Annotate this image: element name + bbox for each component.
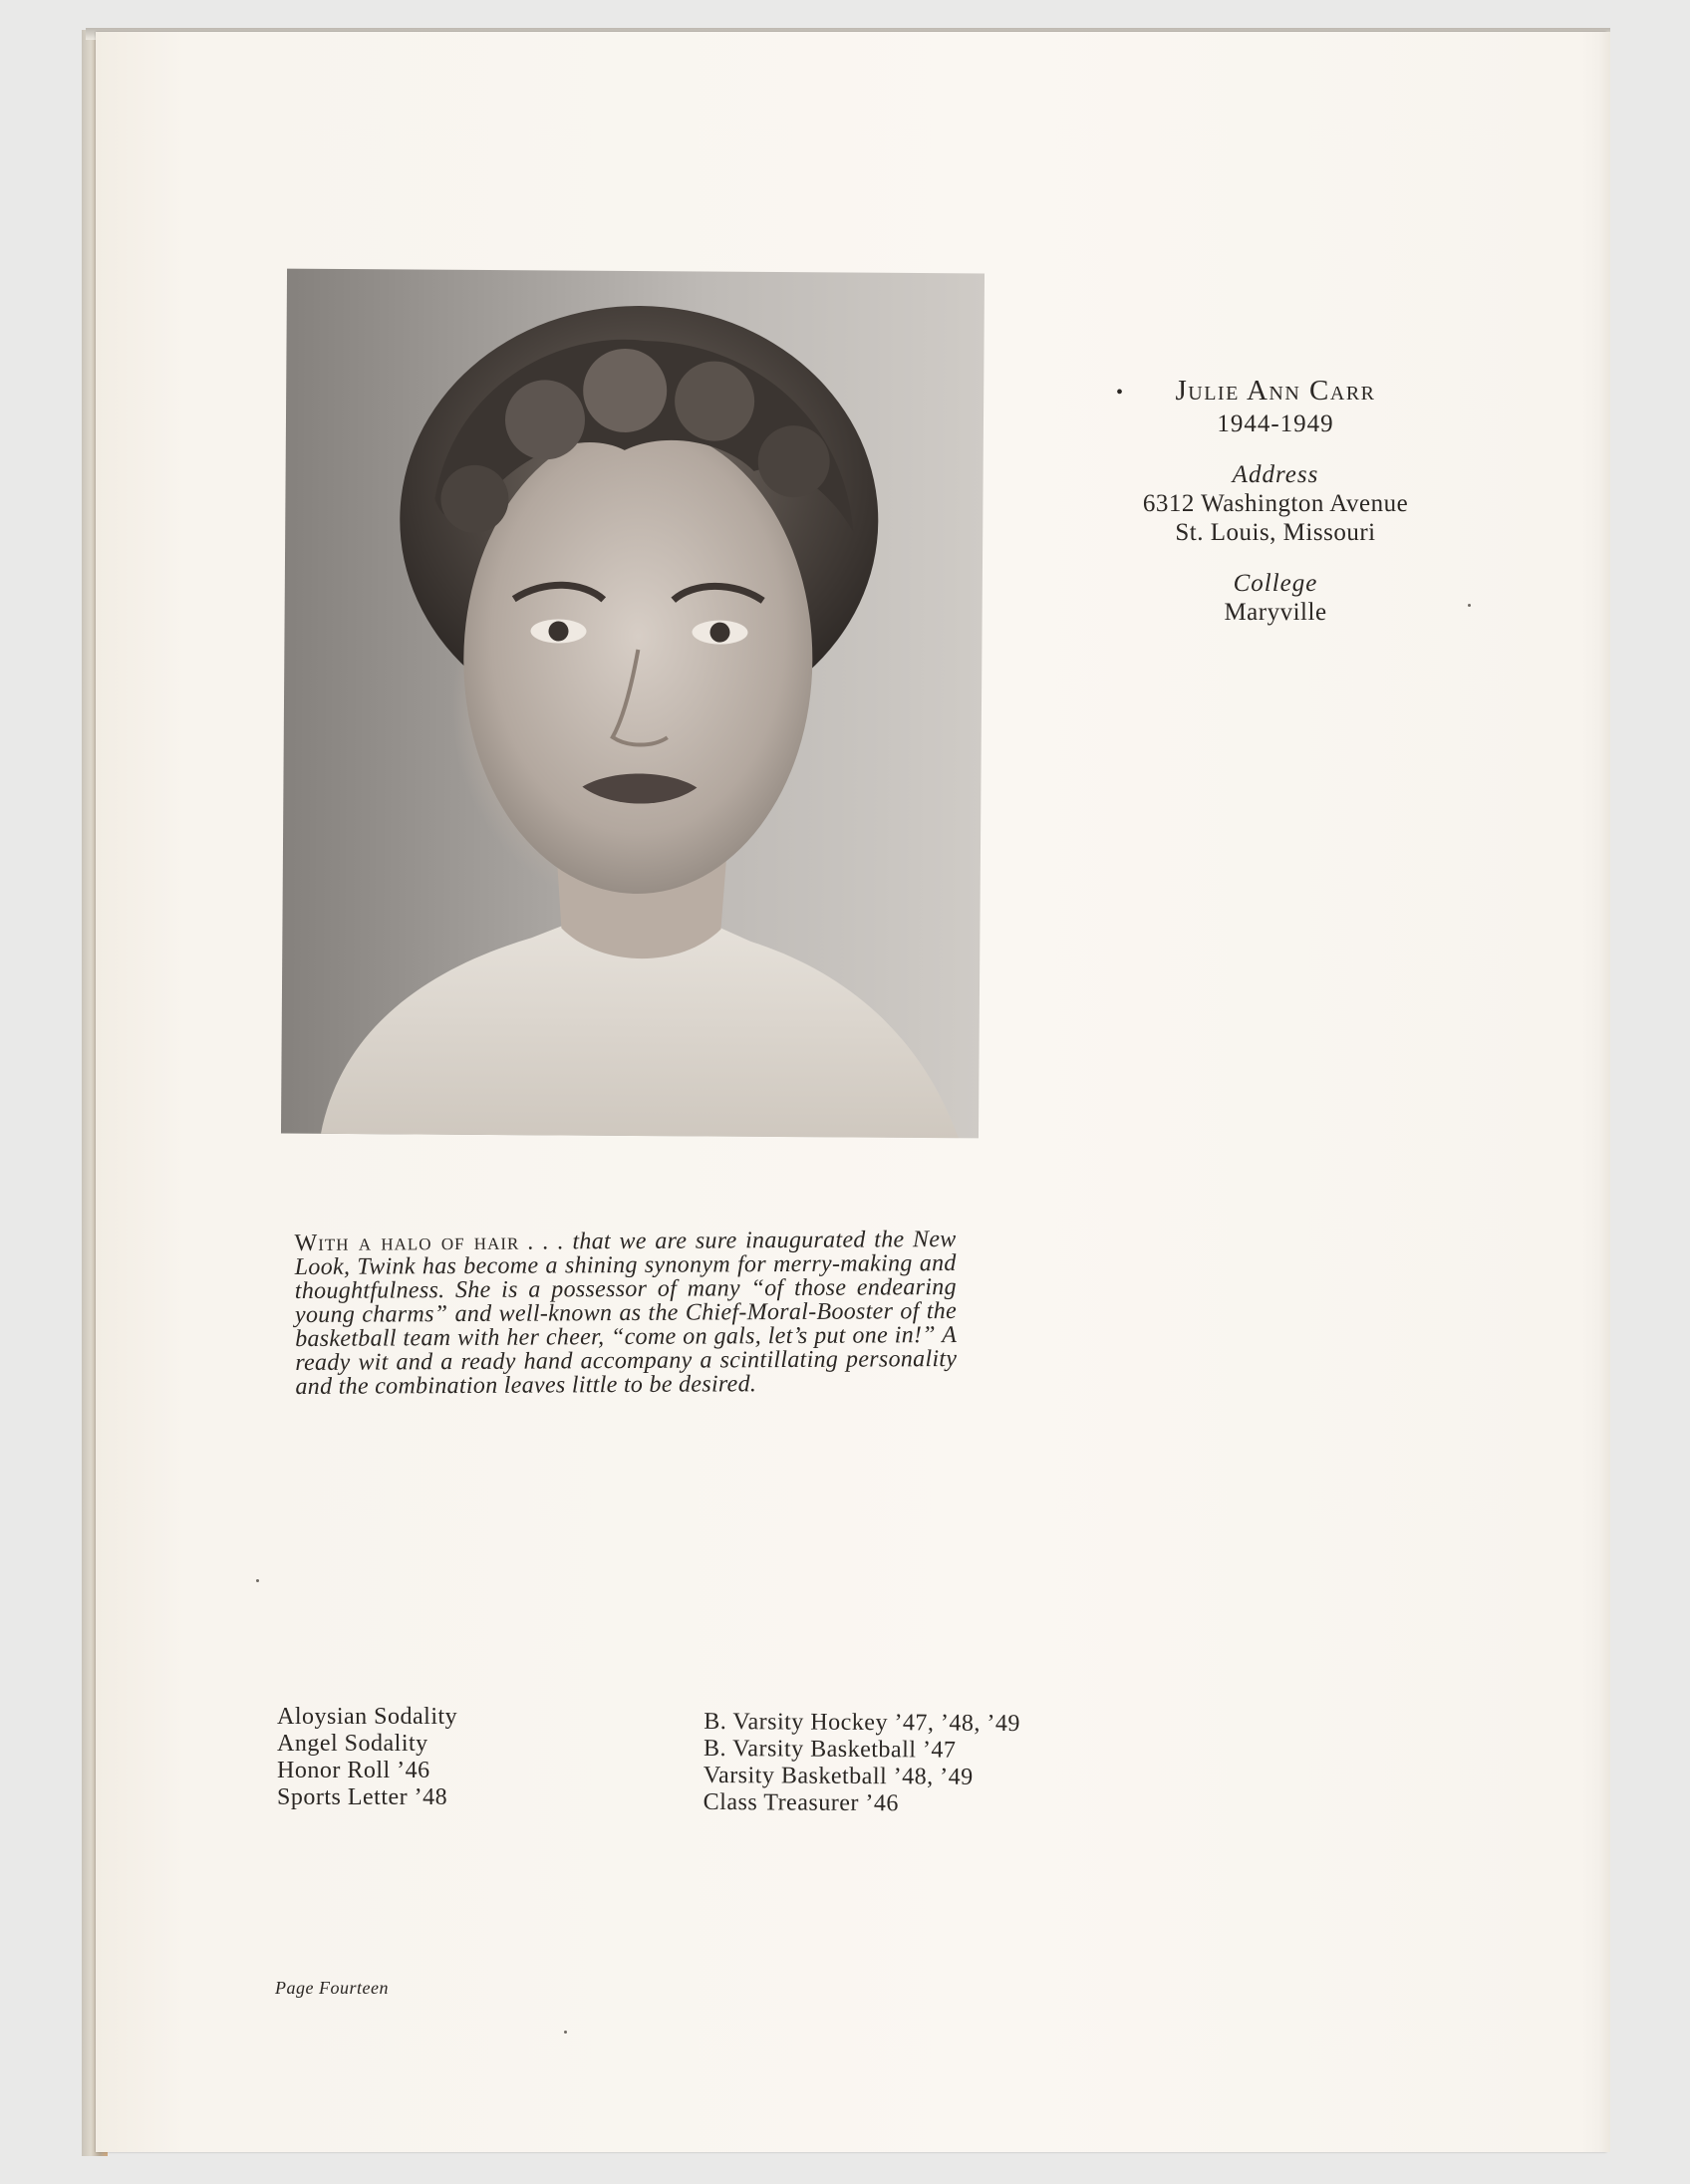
attendance-years: 1944-1949 bbox=[1217, 410, 1334, 437]
description-paragraph bbox=[294, 1228, 957, 1399]
paper-speck bbox=[1468, 604, 1471, 607]
address-line-1: 6312 Washington Avenue bbox=[1142, 490, 1409, 517]
activity-item: B. Varsity Basketball ’47 bbox=[704, 1735, 957, 1764]
student-name-text: Julie Ann Carr bbox=[1175, 375, 1376, 407]
address-line-2: St. Louis, Missouri bbox=[1175, 519, 1376, 546]
activity-item: Aloysian Sodality bbox=[277, 1704, 458, 1730]
portrait-photo bbox=[281, 269, 985, 1139]
description-lead: With a halo of hair bbox=[294, 1228, 520, 1257]
student-name bbox=[1086, 377, 1465, 406]
activities-right-list bbox=[704, 1709, 1020, 1818]
activity-item: B. Varsity Hockey ’47, ’48, ’49 bbox=[704, 1708, 1021, 1738]
activities-left-list bbox=[277, 1704, 457, 1811]
description-body: . . . that we are sure inaugurated the New Look, Twink has become a shining synonym for merry-making and thoughtfulness. She is a possessor of many “of those endearing young charms” and well-known as the Chief-Moral-Booster of the basketball team with her cheer, “come on gals, let’s put one in!” A ready wit and a ready hand accompany a scintillating personality and the combination leaves little to be desired. bbox=[294, 1226, 958, 1401]
paper-speck bbox=[256, 1579, 259, 1582]
activity-item: Class Treasurer ’46 bbox=[703, 1788, 899, 1817]
page-right-edge bbox=[1580, 32, 1610, 2152]
college-name: Maryville bbox=[1224, 599, 1327, 626]
activity-item: Angel Sodality bbox=[277, 1731, 428, 1757]
activity-item: Sports Letter ’48 bbox=[277, 1784, 448, 1810]
college-label: College bbox=[1233, 570, 1318, 597]
paper-speck bbox=[564, 2031, 567, 2034]
activity-item: Honor Roll ’46 bbox=[277, 1758, 430, 1783]
page-number: Page Fourteen bbox=[275, 1978, 389, 1998]
profile-info bbox=[1086, 377, 1465, 627]
address-label: Address bbox=[1232, 461, 1319, 488]
activity-item: Varsity Basketball ’48, ’49 bbox=[703, 1762, 974, 1790]
bullet-mark: • bbox=[1116, 382, 1125, 404]
